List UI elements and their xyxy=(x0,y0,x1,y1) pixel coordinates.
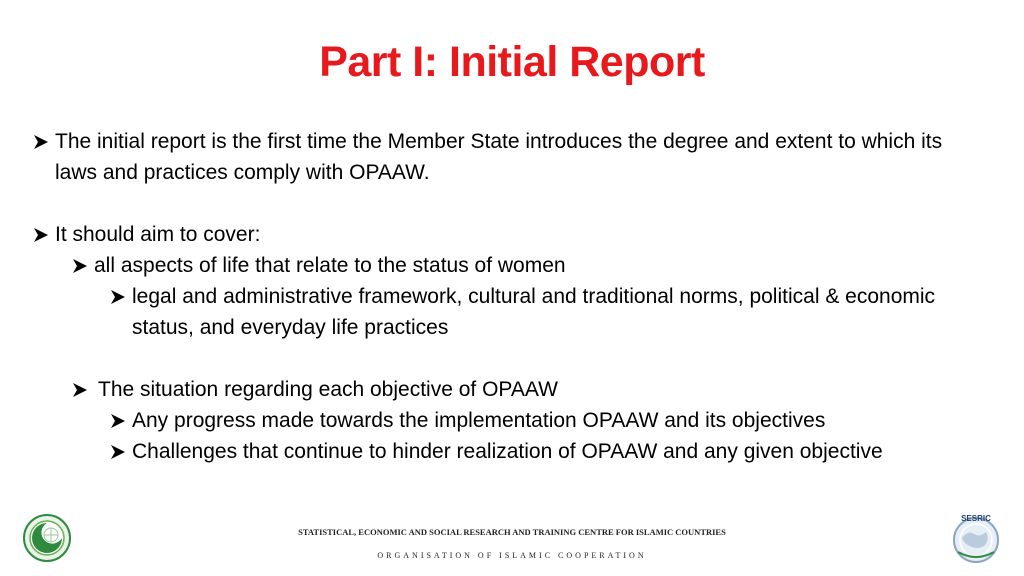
bullet-item xyxy=(110,405,990,436)
slide-title: Part I: Initial Report xyxy=(319,38,705,86)
arrow-bullet-icon xyxy=(33,219,55,250)
arrow-bullet-icon xyxy=(110,436,132,467)
footer-organization-name: STATISTICAL, ECONOMIC AND SOCIAL RESEARCH AND TRAINING CENTRE FOR ISLAMIC COUNTRIES xyxy=(298,527,726,537)
footer-parent-organization: ORGANISATION OF ISLAMIC COOPERATION xyxy=(377,551,647,560)
bullet-text: It should aim to cover: xyxy=(55,223,261,246)
sesric-logo-icon xyxy=(950,512,1002,564)
bullet-item xyxy=(72,374,972,405)
arrow-bullet-icon xyxy=(72,374,94,405)
arrow-bullet-icon xyxy=(72,250,94,281)
bullet-item xyxy=(33,126,983,188)
bullet-item xyxy=(33,219,983,250)
arrow-bullet-icon xyxy=(110,405,132,436)
bullet-text: Challenges that continue to hinder realization of OPAAW and any given objective xyxy=(132,440,883,463)
bullet-item xyxy=(110,281,950,343)
bullet-item xyxy=(110,436,1010,467)
bullet-text: all aspects of life that relate to the status of women xyxy=(94,254,566,277)
svg-text:SESRIC: SESRIC xyxy=(961,514,991,523)
bullet-text: The initial report is the first time the Member State introduces the degree and extent to which its laws and practices comply with OPAAW. xyxy=(55,130,943,184)
bullet-text: The situation regarding each objective of OPAAW xyxy=(98,378,558,401)
arrow-bullet-icon xyxy=(110,281,132,343)
bullet-item xyxy=(72,250,972,281)
bullet-text: legal and administrative framework, cultural and traditional norms, political & economic status, and everyday life practices xyxy=(132,285,936,339)
bullet-text: Any progress made towards the implementation OPAAW and its objectives xyxy=(132,409,826,432)
arrow-bullet-icon xyxy=(33,126,55,188)
